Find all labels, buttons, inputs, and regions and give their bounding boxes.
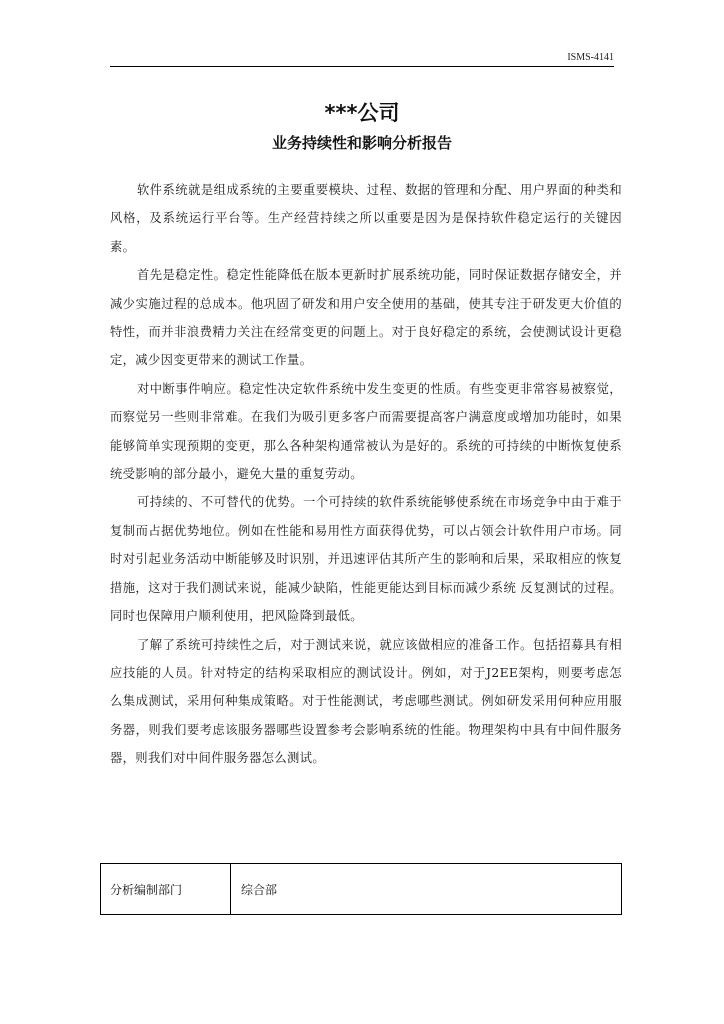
document-code: ISMS-4141 <box>567 52 614 63</box>
department-label: 分析编制部门 <box>101 864 231 914</box>
report-body <box>110 176 622 773</box>
report-title: 业务持续性和影响分析报告 <box>271 134 452 152</box>
header-divider <box>110 66 614 67</box>
paragraph-interruption-response: 对中断事件响应。稳定性决定软件系统中发生变更的性质。有些变更非常容易被察觉，而察觉另一些则非常难。在我们为吸引更多客户而需要提高客户满意度或增加功能时，如果能够简单实现预期的变更，那么各种架构通常被认为是好的。系统的可持续的中断恢复使系统受影响的部分最小，避免大量的重复劳动。 <box>110 381 622 482</box>
department-value: 综合部 <box>241 883 278 897</box>
paragraph-test-preparation: 了解了系统可持续性之后，对于测试来说，就应该做相应的准备工作。包括招募具有相应技能的人员。针对特定的结构采取相应的测试设计。例如，对于J2EE架构，则要考虑怎么集成测试，采用何种集成策略。对于性能测试，考虑哪些测试。例如研发采用何种应用服务器，则我们要考虑该服务器哪些设置参考会影响系统的性能。物理架构中具有中间件服务器，则我们对中间件服务器怎么测试。 <box>110 637 622 766</box>
paragraph-sustainable-advantage: 可持续的、不可替代的优势。一个可持续的软件系统能够使系统在市场竞争中由于难于复制而占据优势地位。例如在性能和易用性方面获得优势，可以占领会计软件用户市场。同时对引起业务活动中断能够及时识别，并迅速评估其所产生的影响和后果，采取相应的恢复措施，这对于我们测试来说，能减少缺陷，性能更能达到目标而减少系统 反复测试的过程。同时也保障用户顺利使用，把风险降到最低。 <box>110 495 622 624</box>
paragraph-intro: 软件系统就是组成系统的主要重要模块、过程、数据的管理和分配、用户界面的种类和风格，及系统运行平台等。生产经营持续之所以重要是因为是保持软件稳定运行的关键因素。 <box>110 183 622 254</box>
department-table <box>100 863 622 915</box>
company-name: ***公司 <box>324 101 400 125</box>
paragraph-stability: 首先是稳定性。稳定性能降低在版本更新时扩展系统功能，同时保证数据存储安全，并减少实施过程的总成本。他巩固了研发和用户安全使用的基础，使其专注于研发更大价值的特性，而并非浪费精力关注在经常变更的问题上。对于良好稳定的系统，会使测试设计更稳定，减少因变更带来的测试工作量。 <box>110 268 622 368</box>
